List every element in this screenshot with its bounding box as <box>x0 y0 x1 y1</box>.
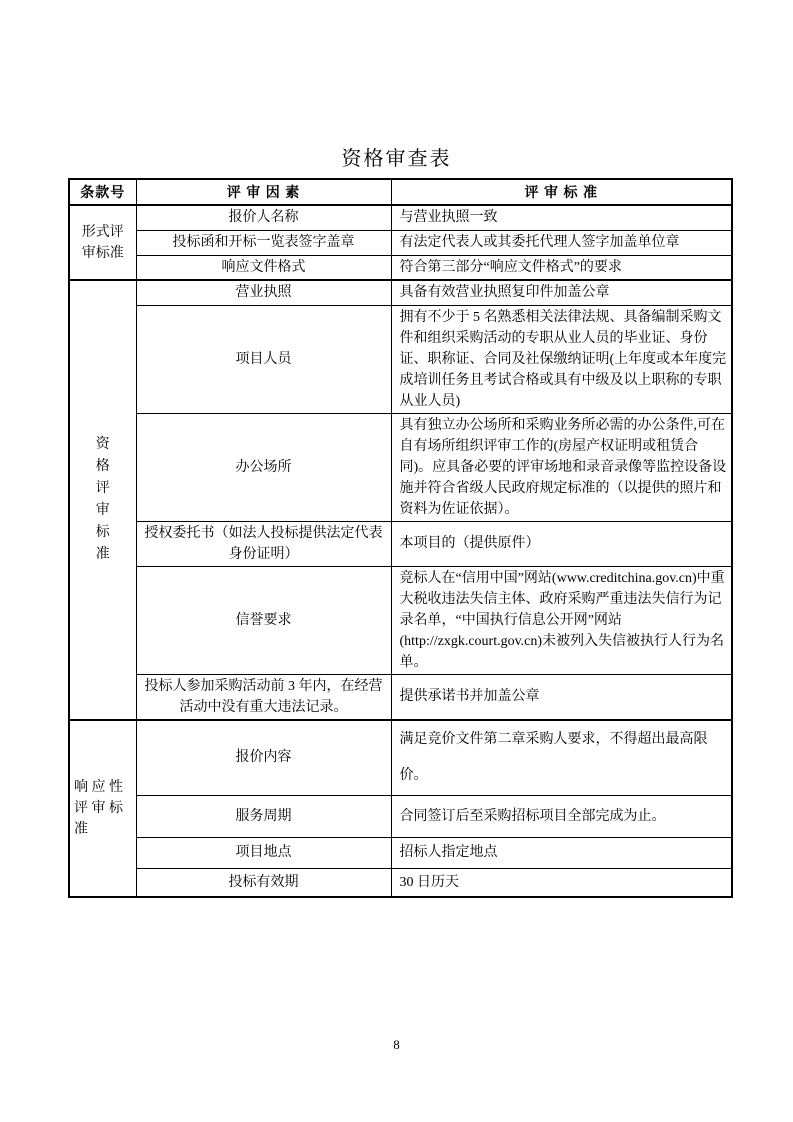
review-standard-cell: 竞标人在“信用中国”网站(www.creditchina.gov.cn)中重大税收违法失信主体、政府采购严重违法失信行为记录名单，“中国执行信息公开网”网站(http://zxgk.court.gov.cn)未被列入失信被执行人行为名单。 <box>391 566 732 674</box>
review-standard-cell: 有法定代表人或其委托代理人签字加盖单位章 <box>391 230 732 255</box>
clause-label-line: 准 <box>95 546 110 562</box>
clause-label-line: 形式评 <box>81 224 124 240</box>
table-row <box>69 720 732 796</box>
review-factor-cell: 报价内容 <box>136 720 391 796</box>
clause-label <box>69 205 136 280</box>
header-review-standard: 评 审 标 准 <box>391 179 732 205</box>
review-standard-cell: 满足竞价文件第二章采购人要求，不得超出最高限价。 <box>391 720 732 796</box>
clause-label-line: 评 <box>95 480 110 496</box>
clause-label-line: 响 应 性 <box>74 779 123 795</box>
review-standard-cell: 招标人指定地点 <box>391 837 732 868</box>
review-standard-cell: 合同签订后至采购招标项目全部完成为止。 <box>391 795 732 837</box>
table-row <box>69 305 732 413</box>
table-row <box>69 795 732 837</box>
clause-label-line: 评 审 标 <box>74 800 123 816</box>
table-header-row <box>69 179 732 205</box>
header-review-factor: 评 审 因 素 <box>136 179 391 205</box>
review-factor-cell: 营业执照 <box>136 280 391 305</box>
clause-label <box>69 720 136 898</box>
review-standard-cell: 具有独立办公场所和采购业务所必需的办公条件,可在自有场所组织评审工作的(房屋产权证明或租赁合同)。应具备必要的评审场地和录音录像等监控设备设施并符合省级人民政府规定标准的（以提供的照片和资料为佐证依据）。 <box>391 413 732 521</box>
review-standard-cell: 本项目的（提供原件） <box>391 521 732 566</box>
clause-label-line: 审 <box>95 502 110 518</box>
review-factor-cell: 投标函和开标一览表签字盖章 <box>136 230 391 255</box>
review-standard-cell: 30 日历天 <box>391 868 732 897</box>
clause-label-line: 格 <box>95 458 110 474</box>
review-standard-cell: 符合第三部分“响应文件格式”的要求 <box>391 255 732 280</box>
review-table-body <box>69 205 732 897</box>
table-row <box>69 255 732 280</box>
review-factor-cell: 项目人员 <box>136 305 391 413</box>
review-factor-cell: 服务周期 <box>136 795 391 837</box>
review-standard-cell: 提供承诺书并加盖公章 <box>391 674 732 720</box>
table-row <box>69 413 732 521</box>
table-row <box>69 837 732 868</box>
clause-label-line: 标 <box>95 524 110 540</box>
review-factor-cell: 响应文件格式 <box>136 255 391 280</box>
table-row <box>69 868 732 897</box>
header-clause-number: 条款号 <box>69 179 136 205</box>
table-row <box>69 566 732 674</box>
review-factor-cell: 办公场所 <box>136 413 391 521</box>
review-factor-cell: 投标有效期 <box>136 868 391 897</box>
review-factor-cell: 报价人名称 <box>136 205 391 230</box>
clause-label <box>69 280 136 720</box>
review-factor-cell: 项目地点 <box>136 837 391 868</box>
page-number: 8 <box>393 1037 400 1052</box>
review-factor-cell: 授权委托书（如法人投标提供法定代表身份证明） <box>136 521 391 566</box>
page-title: 资格审查表 <box>341 148 452 170</box>
qualification-review-table <box>68 178 733 898</box>
clause-label-line: 资 <box>95 436 110 452</box>
table-row <box>69 521 732 566</box>
review-factor-cell: 信誉要求 <box>136 566 391 674</box>
review-factor-cell: 投标人参加采购活动前 3 年内，在经营活动中没有重大违法记录。 <box>136 674 391 720</box>
review-standard-cell: 与营业执照一致 <box>391 205 732 230</box>
table-row <box>69 674 732 720</box>
review-standard-cell: 拥有不少于 5 名熟悉相关法律法规、具备编制采购文件和组织采购活动的专职从业人员的毕业证、身份证、职称证、合同及社保缴纳证明(上年度或本年度完成培训任务且考试合格或具有中级及以上职称的专职从业人员) <box>391 305 732 413</box>
table-row <box>69 205 732 230</box>
clause-label-line: 审标准 <box>81 245 124 261</box>
table-row <box>69 280 732 305</box>
review-standard-cell: 具备有效营业执照复印件加盖公章 <box>391 280 732 305</box>
table-row <box>69 230 732 255</box>
clause-label-line: 准 <box>74 821 88 837</box>
